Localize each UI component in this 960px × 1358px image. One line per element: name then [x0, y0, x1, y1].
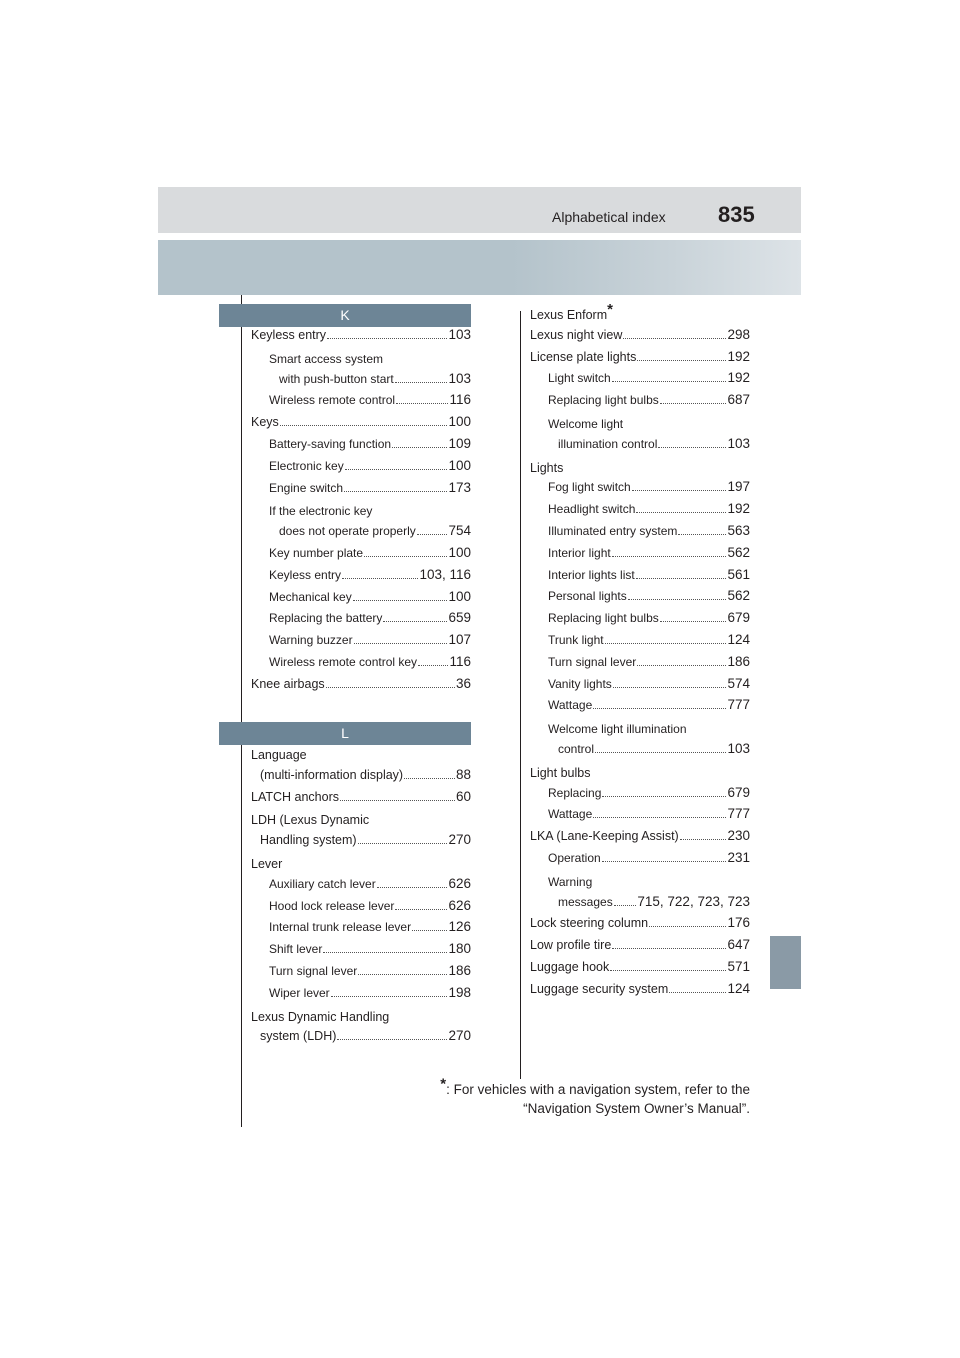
section-heading-k: K	[219, 304, 471, 327]
index-entry[interactable]: Electronic key 100	[269, 457, 471, 473]
index-entry[interactable]: Illuminated entry system 563	[548, 522, 750, 538]
index-column-left-l	[251, 745, 471, 1050]
index-entry[interactable]: License plate lights 192	[530, 348, 750, 364]
index-entry: Welcome light illumination	[548, 722, 687, 737]
index-entry: Language	[251, 748, 307, 762]
index-entry[interactable]: Engine switch 173	[269, 479, 471, 495]
page-number: 835	[718, 202, 755, 227]
index-entry: Light bulbs	[530, 765, 591, 780]
index-entry[interactable]: Replacing the battery 659	[269, 610, 471, 626]
index-entry[interactable]: Wiper lever 198	[269, 984, 471, 1000]
index-entry[interactable]: Auxiliary catch lever 626	[269, 875, 471, 891]
index-entry[interactable]: Key number plate 100	[269, 544, 471, 560]
index-entry[interactable]: Mechanical key 100	[269, 588, 471, 604]
index-entry: Smart access system	[269, 351, 384, 366]
index-entry[interactable]: Vanity lights 574	[548, 675, 750, 691]
index-entry[interactable]: Luggage security system 124	[530, 980, 750, 996]
index-entry[interactable]: Battery-saving function 109	[269, 435, 471, 451]
index-entry: Lights	[530, 460, 564, 475]
footnote-line-2: “Navigation System Owner’s Manual”.	[523, 1101, 750, 1116]
index-entry[interactable]: Wireless remote control key 116	[269, 653, 471, 669]
index-entry[interactable]: Keyless entry 103	[251, 327, 471, 342]
index-entry[interactable]: Light switch 192	[548, 370, 750, 386]
footnote-line-1: : For vehicles with a navigation system, refer to the	[446, 1082, 750, 1097]
index-entry[interactable]: LKA (Lane-Keeping Assist) 230	[530, 828, 750, 844]
index-entry: Welcome light	[548, 416, 624, 431]
index-column-right	[530, 300, 750, 1003]
index-entry[interactable]: messages 715, 722, 723, 723	[558, 893, 750, 909]
index-entry[interactable]: Lexus Enform*	[530, 300, 613, 322]
index-entry[interactable]: system (LDH) 270	[260, 1028, 471, 1044]
index-entry[interactable]: Low profile tire 647	[530, 937, 750, 953]
index-entry[interactable]: (multi-information display) 88	[260, 766, 471, 782]
index-entry[interactable]: Turn signal lever 186	[548, 653, 750, 669]
header-band	[158, 240, 801, 295]
index-entry[interactable]: does not operate properly 754	[279, 523, 471, 539]
index-entry[interactable]: control 103	[558, 740, 750, 756]
index-entry: LDH (Lexus Dynamic	[251, 813, 370, 828]
index-entry[interactable]: LATCH anchors 60	[251, 788, 471, 804]
index-entry[interactable]: Shift lever 180	[269, 941, 471, 957]
index-entry[interactable]: Keyless entry 103, 116	[269, 566, 471, 582]
index-entry[interactable]: Operation 231	[548, 849, 750, 865]
index-entry[interactable]: Fog light switch 197	[548, 479, 750, 495]
index-entry: Lexus Dynamic Handling	[251, 1009, 390, 1024]
index-entry[interactable]: Replacing light bulbs 687	[548, 392, 750, 408]
section-title: Alphabetical index	[552, 209, 666, 225]
footnote-marker: *	[440, 1075, 447, 1093]
footnote-marker: *	[607, 300, 613, 318]
column-divider	[520, 311, 521, 1079]
index-entry: Lever	[251, 856, 283, 871]
section-heading-l: L	[219, 722, 471, 745]
footnote	[410, 1075, 750, 1118]
index-entry[interactable]: Replacing 679	[548, 784, 750, 800]
index-entry[interactable]: Personal lights 562	[548, 588, 750, 604]
index-entry[interactable]: Keys 100	[251, 414, 471, 430]
thumb-tab	[770, 936, 801, 989]
index-entry[interactable]: Handling system) 270	[260, 832, 471, 848]
index-entry[interactable]: Internal trunk release lever 126	[269, 919, 471, 935]
index-entry[interactable]: Lock steering column 176	[530, 915, 750, 931]
index-entry[interactable]: Wireless remote control 116	[269, 392, 471, 408]
index-entry[interactable]: illumination control 103	[558, 435, 750, 451]
index-entry[interactable]: Wattage 777	[548, 806, 750, 822]
index-entry[interactable]: Turn signal lever 186	[269, 962, 471, 978]
header-bar	[158, 187, 801, 233]
index-entry[interactable]: Trunk light 124	[548, 631, 750, 647]
left-margin-rule	[241, 295, 242, 1127]
index-entry[interactable]: Hood lock release lever 626	[269, 897, 471, 913]
index-entry[interactable]: Wattage 777	[548, 697, 750, 713]
index-entry[interactable]: Replacing light bulbs 679	[548, 610, 750, 626]
index-entry: Warning	[548, 874, 593, 889]
index-entry[interactable]: Warning buzzer 107	[269, 632, 471, 648]
index-entry[interactable]: Interior lights list 561	[548, 566, 750, 582]
index-entry[interactable]: Interior light 562	[548, 544, 750, 560]
index-entry[interactable]: Knee airbags 36	[251, 675, 471, 691]
index-entry: If the electronic key	[269, 504, 373, 519]
index-entry[interactable]: with push-button start 103	[279, 370, 471, 386]
index-entry[interactable]: Luggage hook 571	[530, 958, 750, 974]
index-column-left-k	[251, 327, 471, 698]
index-entry[interactable]: Headlight switch 192	[548, 501, 750, 517]
index-entry[interactable]: Lexus night view 298	[530, 326, 750, 342]
